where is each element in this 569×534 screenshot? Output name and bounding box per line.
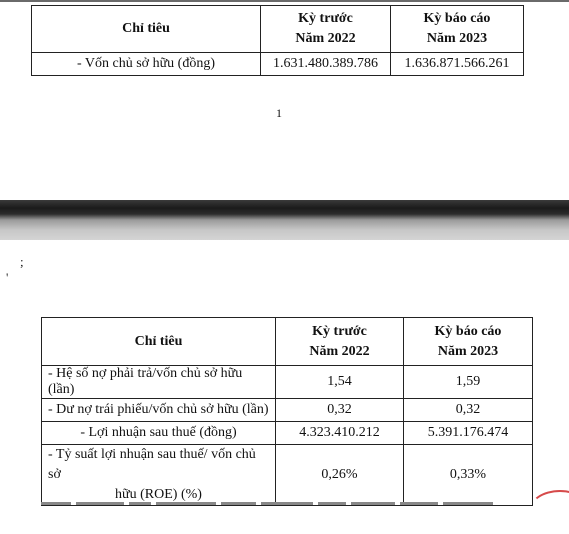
page-number: 1 <box>276 106 282 120</box>
row-value-previous: 1,54 <box>276 366 404 399</box>
margin-mark: ' <box>6 270 9 285</box>
row-value-current: 0,32 <box>404 399 533 422</box>
row-label: - Vốn chủ sở hữu (đồng) <box>32 53 261 76</box>
financial-ratios-table <box>41 317 533 506</box>
row-value-previous: 0,26% <box>276 445 404 506</box>
stamp-edge <box>528 490 569 534</box>
header-previous-period: Kỳ trước Năm 2022 <box>261 6 391 53</box>
row-label: - Lợi nhuận sau thuế (đồng) <box>42 422 276 445</box>
document-page-1 <box>0 0 569 200</box>
table-header-row <box>42 318 533 366</box>
page-separator <box>0 200 569 240</box>
table-row <box>32 53 524 76</box>
page-top-rule <box>0 0 569 2</box>
row-value-current: 5.391.176.474 <box>404 422 533 445</box>
row-value-previous: 1.631.480.389.786 <box>261 53 391 76</box>
header-reporting-period: Kỳ báo cáo Năm 2023 <box>404 318 533 366</box>
row-value-current: 1.636.871.566.261 <box>391 53 524 76</box>
header-indicator: Chỉ tiêu <box>42 318 276 366</box>
header-indicator: Chỉ tiêu <box>32 6 261 53</box>
row-label: - Tỷ suất lợi nhuận sau thuế/ vốn chủ sở hữu (ROE) (%) <box>42 445 276 506</box>
row-label: - Hệ số nợ phải trả/vốn chủ sở hữu (lần) <box>42 366 276 399</box>
row-value-current: 1,59 <box>404 366 533 399</box>
equity-table <box>31 5 524 76</box>
margin-mark: ; <box>20 254 24 269</box>
table-row <box>42 366 533 399</box>
row-value-previous: 4.323.410.212 <box>276 422 404 445</box>
table-header-row <box>32 6 524 53</box>
truncated-text-line <box>41 502 532 508</box>
row-label: - Dư nợ trái phiếu/vốn chủ sở hữu (lần) <box>42 399 276 422</box>
row-value-current: 0,33% <box>404 445 533 506</box>
row-value-previous: 0,32 <box>276 399 404 422</box>
document-page-2 <box>0 240 569 508</box>
table-row <box>42 399 533 422</box>
header-previous-period: Kỳ trước Năm 2022 <box>276 318 404 366</box>
table-row <box>42 445 533 506</box>
header-reporting-period: Kỳ báo cáo Năm 2023 <box>391 6 524 53</box>
table-row <box>42 422 533 445</box>
